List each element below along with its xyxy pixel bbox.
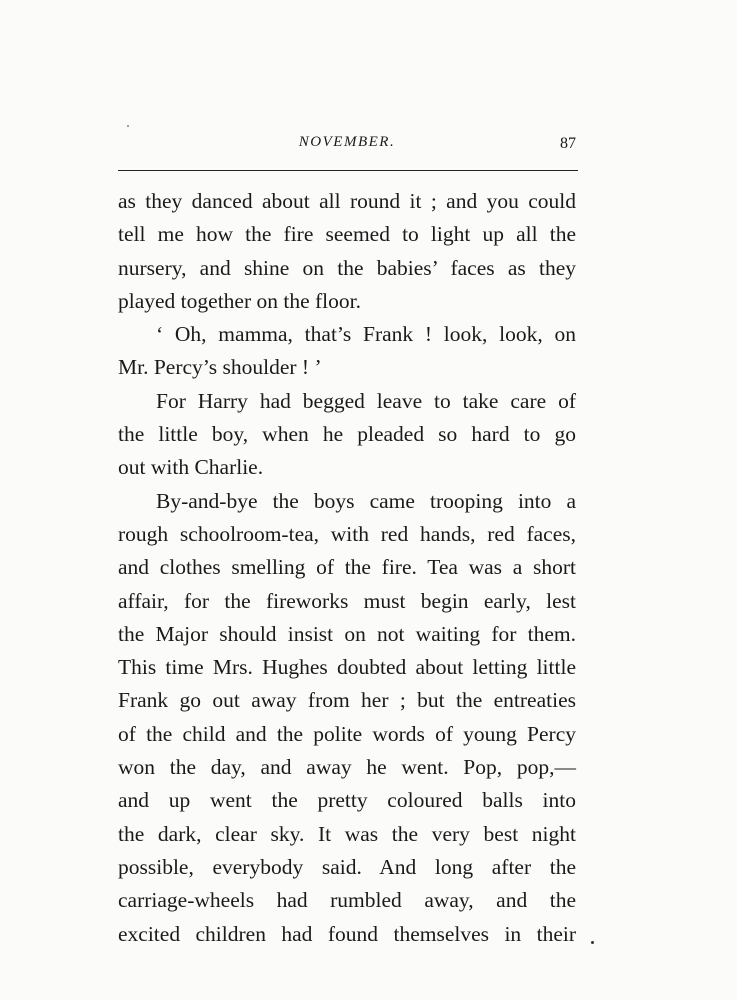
text-line: the Major should insist on not waiting for them. — [118, 621, 576, 646]
text-line: and clothes smelling of the fire. Tea was a short — [118, 555, 576, 580]
running-head — [118, 134, 576, 156]
text-line: ‘ Oh, mamma, that’s Frank ! look, look, on — [156, 322, 576, 347]
text-line: By-and-bye the boys came trooping into a — [156, 488, 576, 513]
text-line: tell me how the fire seemed to light up all the — [118, 222, 576, 247]
text-line: Mr. Percy’s shoulder ! ’ — [118, 355, 322, 380]
text-line: This time Mrs. Hughes doubted about letting little — [118, 655, 576, 680]
text-line: played together on the floor. — [118, 288, 361, 313]
text-line: as they danced about all round it ; and you could — [118, 189, 576, 213]
text-line: and up went the pretty coloured balls into — [118, 788, 576, 813]
text-line: carriage-wheels had rumbled away, and the — [118, 888, 576, 913]
text-line: excited children had found themselves in their — [118, 921, 576, 946]
header-rule — [118, 170, 578, 171]
paper-speck — [127, 125, 129, 127]
text-line: the little boy, when he pleaded so hard to go — [118, 422, 576, 447]
text-line: won the day, and away he went. Pop, pop,— — [118, 755, 576, 780]
page-number: 87 — [560, 135, 576, 152]
text-line: possible, everybody said. And long after the — [118, 854, 576, 879]
text-line: the dark, clear sky. It was the very best night — [118, 821, 576, 846]
running-title: NOVEMBER. — [298, 134, 396, 150]
paper-speck — [591, 941, 594, 944]
body-text — [118, 185, 576, 951]
text-line: out with Charlie. — [118, 455, 264, 480]
text-line: of the child and the polite words of young Percy — [118, 721, 576, 746]
text-line: For Harry had begged leave to take care of — [156, 388, 576, 413]
text-line: nursery, and shine on the babies’ faces as they — [118, 255, 576, 280]
text-line: affair, for the fireworks must begin early, lest — [118, 588, 576, 613]
text-line: rough schoolroom-tea, with red hands, red faces, — [118, 521, 576, 546]
text-line: Frank go out away from her ; but the entreaties — [118, 688, 576, 713]
